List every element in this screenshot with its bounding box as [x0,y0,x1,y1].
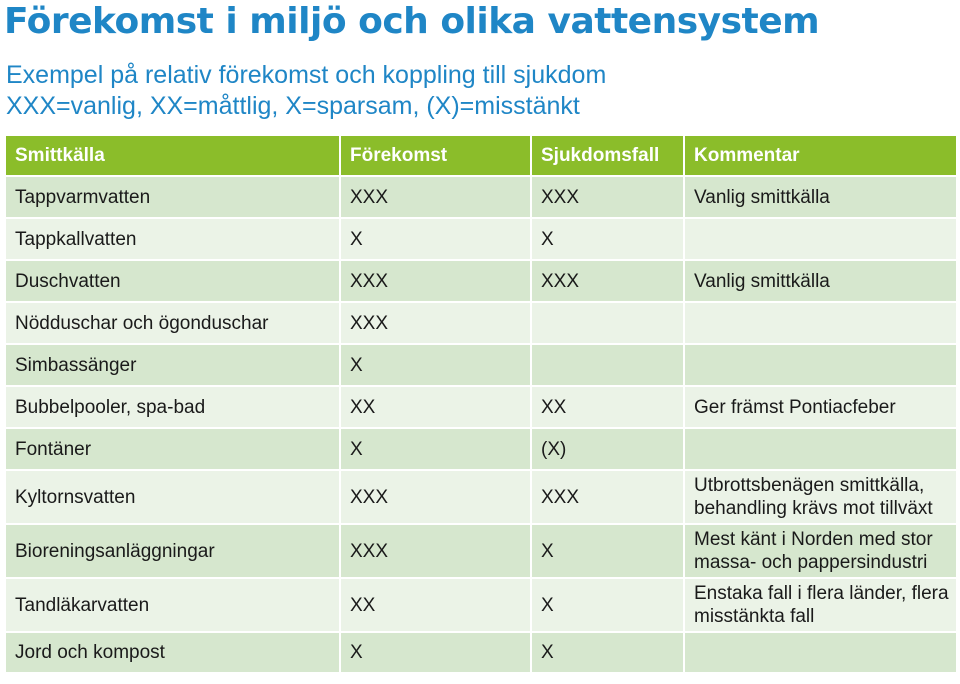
cell-occurrence: XXX [340,302,531,344]
cell-disease-cases: XXX [531,470,684,524]
cell-disease-cases [531,302,684,344]
cell-occurrence: XX [340,578,531,632]
cell-disease-cases: XX [531,386,684,428]
cell-source: Nödduschar och ögonduschar [5,302,340,344]
subtitle [6,60,606,122]
cell-source: Simbassänger [5,344,340,386]
table-row [5,470,957,524]
cell-source: Bubbelpooler, spa-bad [5,386,340,428]
cell-source: Kyltornsvatten [5,470,340,524]
cell-occurrence: XXX [340,470,531,524]
cell-occurrence: XXX [340,260,531,302]
header-comment: Kommentar [684,135,957,176]
table-row [5,218,957,260]
cell-occurrence: X [340,428,531,470]
cell-disease-cases: (X) [531,428,684,470]
cell-disease-cases [531,344,684,386]
cell-disease-cases: X [531,218,684,260]
page-title: Förekomst i miljö och olika vattensystem [4,1,820,42]
cell-comment [684,302,957,344]
cell-comment: Vanlig smittkälla [684,176,957,218]
cell-comment: Vanlig smittkälla [684,260,957,302]
cell-source: Jord och kompost [5,632,340,673]
cell-source: Fontäner [5,428,340,470]
cell-disease-cases: X [531,578,684,632]
cell-comment [684,344,957,386]
table-row [5,176,957,218]
subtitle-line-2: XXX=vanlig, XX=måttlig, X=sparsam, (X)=misstänkt [6,92,580,120]
cell-comment: Utbrottsbenägen smittkälla, behandling krävs mot tillväxt [684,470,957,524]
occurrence-table [4,134,958,674]
table-header-row [5,135,957,176]
cell-source: Bioreningsanläggningar [5,524,340,578]
table-row [5,428,957,470]
cell-source: Duschvatten [5,260,340,302]
cell-occurrence: X [340,344,531,386]
cell-comment: Mest känt i Norden med stor massa- och pappersindustri [684,524,957,578]
cell-source: Tappvarmvatten [5,176,340,218]
header-disease-cases: Sjukdomsfall [531,135,684,176]
cell-source: Tappkallvatten [5,218,340,260]
cell-comment: Enstaka fall i flera länder, flera misstänkta fall [684,578,957,632]
table-row [5,302,957,344]
table-row [5,632,957,673]
cell-occurrence: XX [340,386,531,428]
cell-disease-cases: XXX [531,176,684,218]
cell-occurrence: XXX [340,176,531,218]
subtitle-line-1: Exempel på relativ förekomst och koppling till sjukdom [6,61,607,89]
table-row [5,260,957,302]
table-row [5,524,957,578]
header-occurrence: Förekomst [340,135,531,176]
cell-occurrence: XXX [340,524,531,578]
cell-comment: Ger främst Pontiacfeber [684,386,957,428]
cell-occurrence: X [340,632,531,673]
table-row [5,386,957,428]
cell-comment [684,632,957,673]
cell-comment [684,218,957,260]
cell-source: Tandläkarvatten [5,578,340,632]
cell-disease-cases: XXX [531,260,684,302]
cell-disease-cases: X [531,524,684,578]
cell-comment [684,428,957,470]
table-row [5,344,957,386]
cell-occurrence: X [340,218,531,260]
cell-disease-cases: X [531,632,684,673]
header-source: Smittkälla [5,135,340,176]
table-row [5,578,957,632]
